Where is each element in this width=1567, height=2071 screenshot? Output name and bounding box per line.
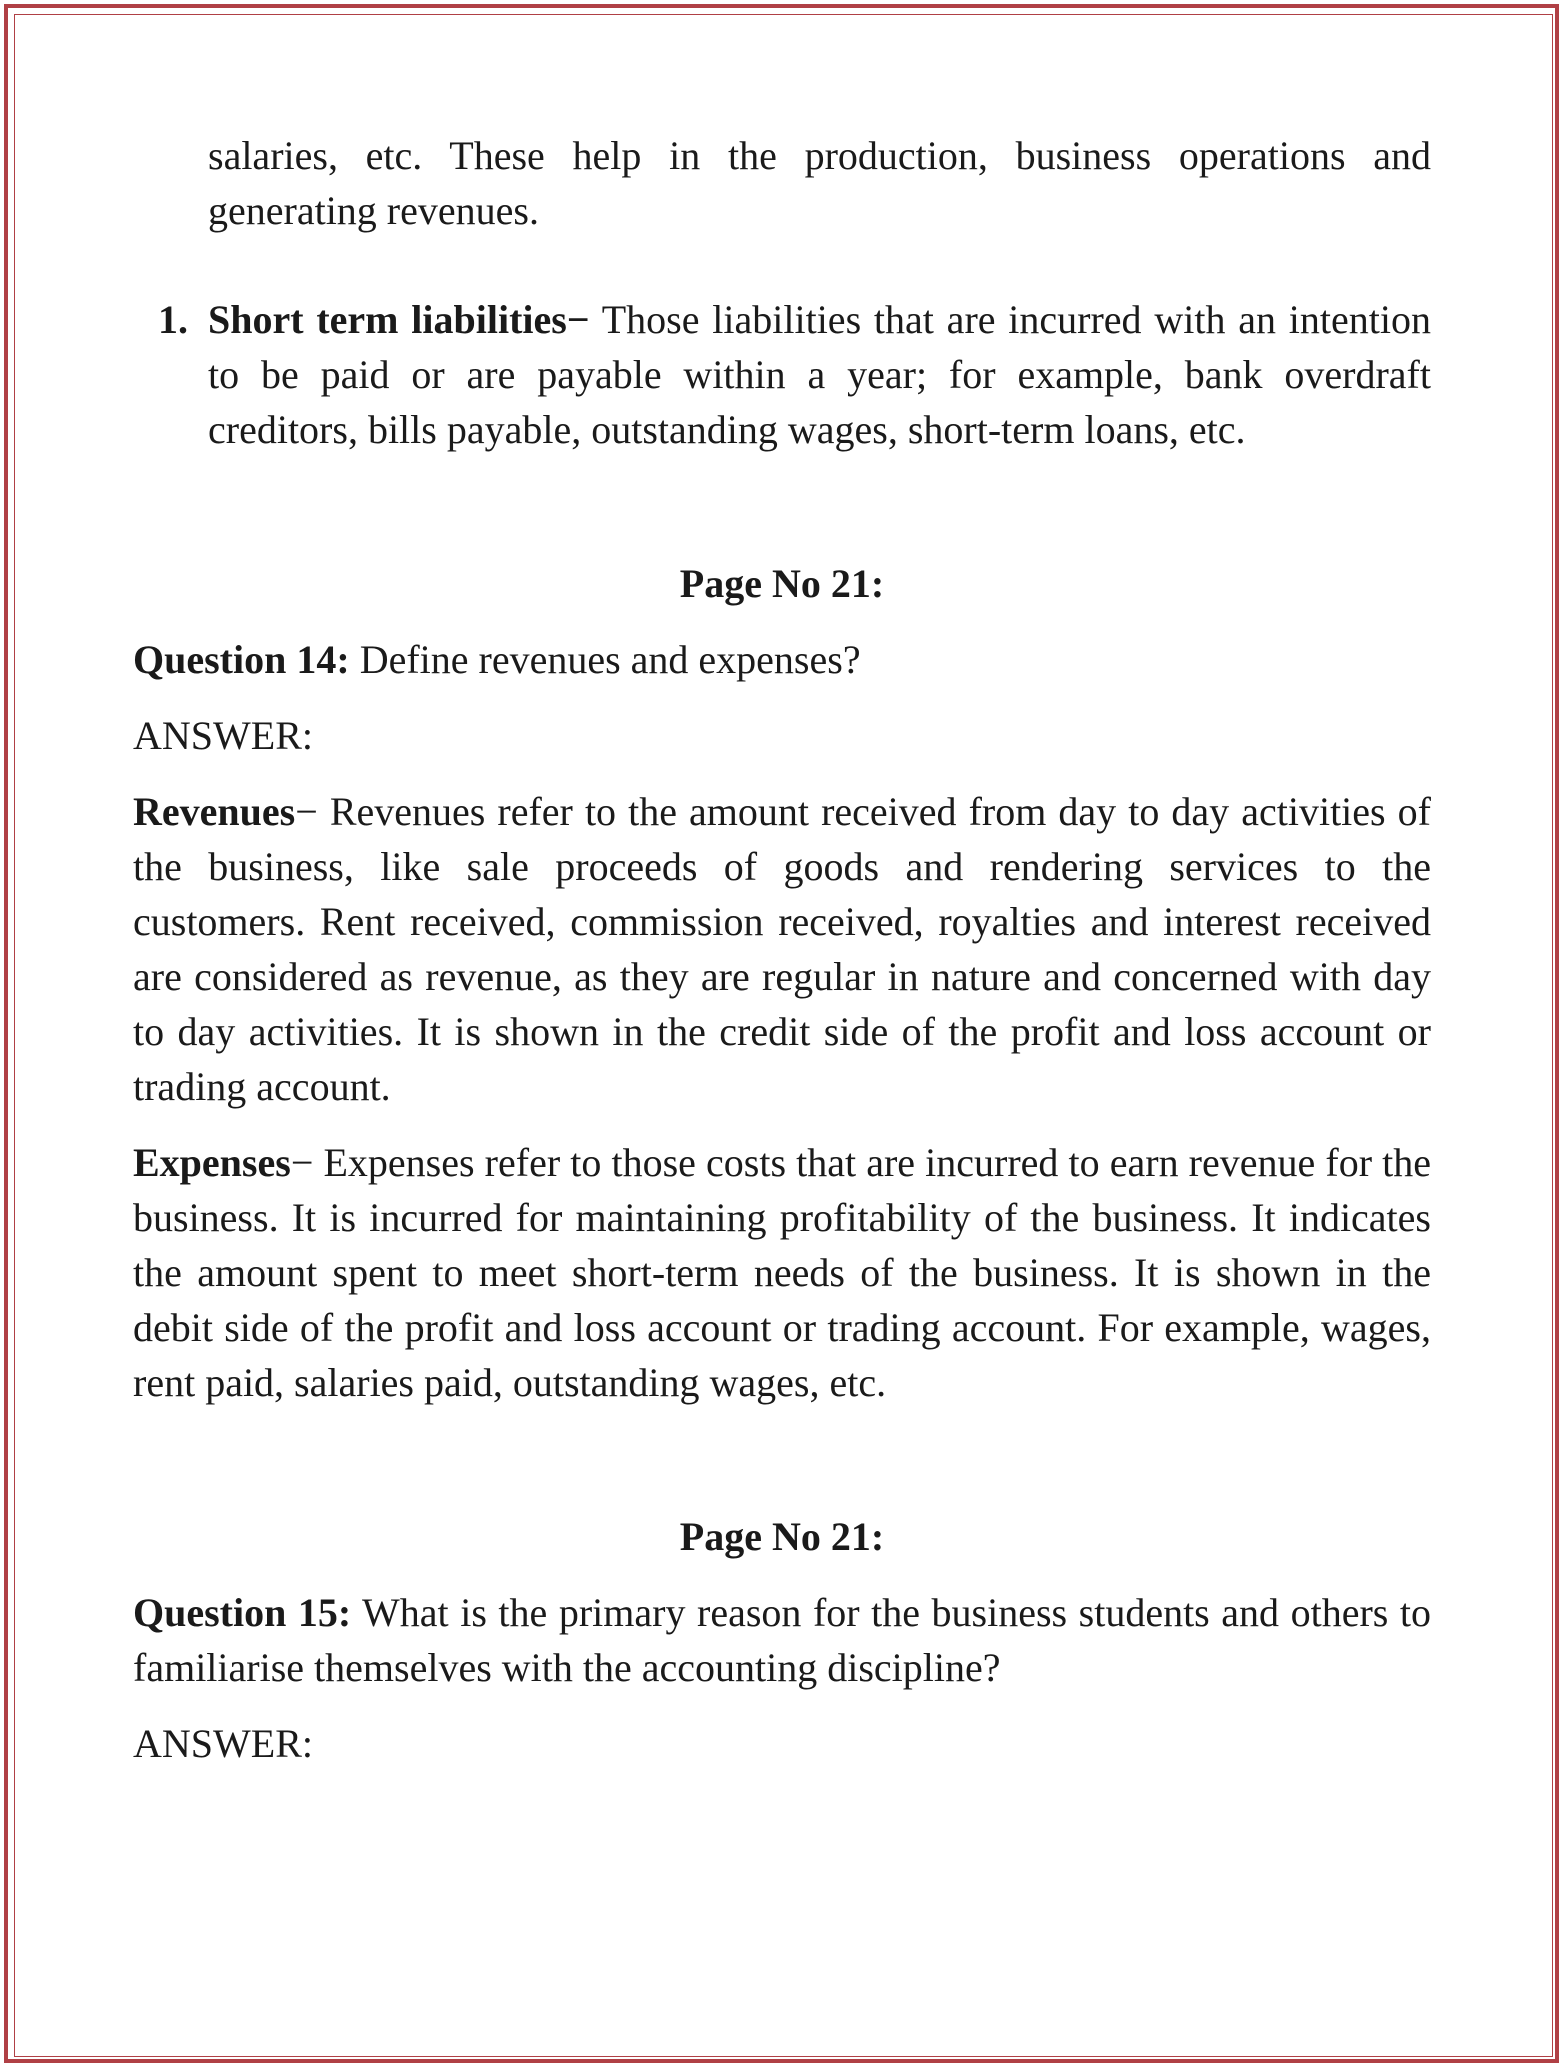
continuation-text: salaries, etc. These help in the production, business operations and generating revenues. xyxy=(208,133,1431,233)
question-label: Question 14: xyxy=(133,637,350,682)
question-text: What is the primary reason for the business students and others to familiarise themselves with the accounting discipline? xyxy=(133,1590,1431,1690)
question-15 xyxy=(133,1585,1431,1695)
question-label: Question 15: xyxy=(133,1590,352,1635)
answer-label: ANSWER: xyxy=(133,1721,313,1766)
revenues-text: Revenues refer to the amount received from day to day activities of the business, like sale proceeds of goods and rendering services to the customers. Rent received, commission received, royalties and interest received are considered as revenue, as they are regular in nature and concerned with day to day activities. It is shown in the credit side of the profit and loss account or trading account. xyxy=(133,789,1431,1109)
question-14 xyxy=(133,632,1431,687)
list-item-short-term-liabilities xyxy=(158,292,1431,457)
list-item-dash: − xyxy=(566,297,590,342)
list-item-term: Short term liabilities xyxy=(208,297,567,342)
expenses-dash: − xyxy=(290,1140,314,1185)
revenues-term: Revenues xyxy=(133,789,296,834)
document-body xyxy=(133,128,1431,1771)
continuation-paragraph xyxy=(208,128,1431,238)
revenues-dash: − xyxy=(295,789,318,834)
page-heading: Page No 21: xyxy=(679,561,885,606)
expenses-text: Expenses refer to those costs that are incurred to earn revenue for the business. It is incurred for maintaining profitability of the business. It indicates the amount spent to meet short-term needs of the business. It is shown in the debit side of the profit and loss account or trading account. For example, wages, rent paid, salaries paid, outstanding wages, etc. xyxy=(133,1140,1431,1405)
expenses-paragraph xyxy=(133,1135,1431,1410)
expenses-term: Expenses xyxy=(133,1140,291,1185)
answer-label: ANSWER: xyxy=(133,713,313,758)
revenues-paragraph xyxy=(133,784,1431,1114)
page-heading: Page No 21: xyxy=(679,1514,885,1559)
question-text: Define revenues and expenses? xyxy=(349,637,861,682)
list-item-number: 1. xyxy=(158,297,188,342)
list-item-text: Those liabilities that are incurred with an intention to be paid or are payable within a year; for example, bank overdraft creditors, bills payable, outstanding wages, short-term loans, etc. xyxy=(208,297,1431,452)
